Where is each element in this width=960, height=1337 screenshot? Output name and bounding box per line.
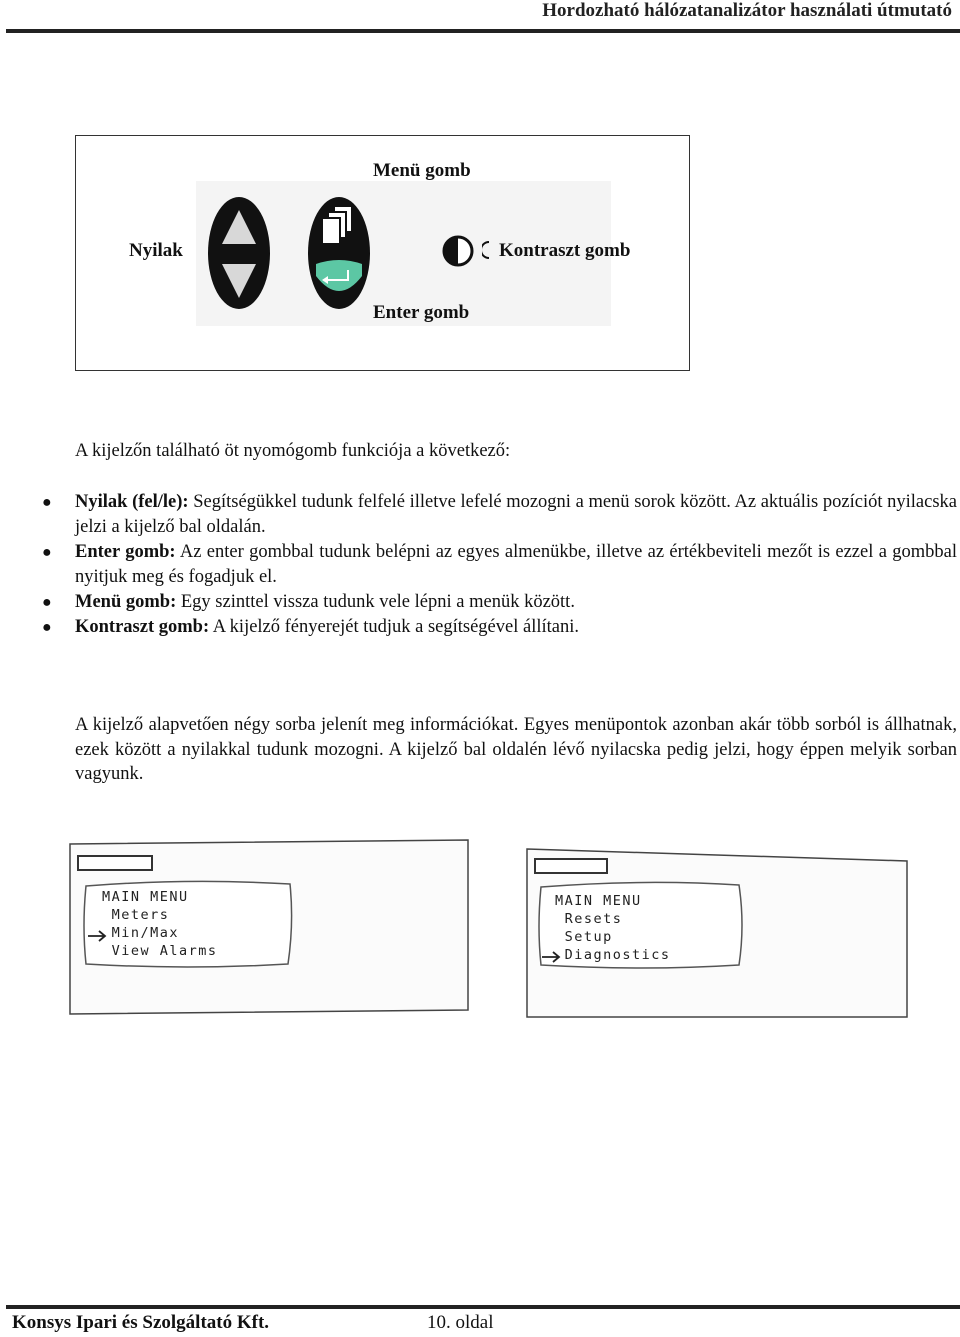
list-item bbox=[42, 615, 957, 640]
header-rule bbox=[6, 29, 960, 33]
list-item-term: Kontraszt gomb: bbox=[75, 617, 210, 637]
lcd-screen-2 bbox=[525, 845, 911, 1021]
list-item-term: Nyilak (fel/le): bbox=[75, 492, 189, 512]
page-header-title: Hordozható hálózatanalizátor használati útmutató bbox=[542, 0, 952, 21]
list-item-term: Menü gomb: bbox=[75, 592, 177, 612]
intro-text: A kijelzőn található öt nyomógomb funkciója a következő: bbox=[75, 441, 511, 461]
buttons-figure bbox=[75, 135, 690, 371]
display-description-paragraph: A kijelző alapvetően négy sorba jelenít meg információkat. Egyes menüpontok azonban akár több sorból is állhatnak, ezek között a nyilakkal tudunk mozogni. A kijelző bal oldalén lévő nyilacska pedig jelzi, hogy éppen melyik sorban vagyunk. bbox=[75, 715, 957, 784]
lcd-screen-1 bbox=[68, 838, 470, 1018]
bullet-icon: ● bbox=[42, 494, 52, 511]
list-item bbox=[42, 540, 957, 590]
cursor-arrow-icon bbox=[87, 930, 107, 942]
list-item-text: A kijelző fényerejét tudjuk a segítségével állítani. bbox=[209, 617, 579, 637]
lcd-line: MAIN MENU bbox=[102, 889, 189, 905]
menu-button-label: Menü gomb bbox=[373, 160, 471, 181]
arrow-buttons-icon bbox=[206, 194, 272, 312]
footer-page-number: 10. oldal bbox=[427, 1312, 494, 1333]
list-item-term: Enter gomb: bbox=[75, 542, 176, 562]
bullet-icon: ● bbox=[42, 619, 52, 636]
contrast-icon bbox=[441, 234, 475, 268]
menu-enter-button-icon bbox=[306, 194, 372, 312]
list-item-text: Egy szinttel vissza tudunk vele lépni a menük között. bbox=[176, 592, 575, 612]
lcd-line: MAIN MENU bbox=[555, 893, 642, 909]
footer-company: Konsys Ipari és Szolgáltató Kft. bbox=[12, 1312, 270, 1333]
lcd-line: Min/Max bbox=[102, 925, 180, 941]
cursor-arrow-icon bbox=[541, 951, 561, 963]
lcd-line: View Alarms bbox=[102, 943, 218, 959]
lcd-line: Setup bbox=[555, 929, 613, 945]
list-item-text: Segítségükkel tudunk felfelé illetve lefelé mozogni a menü sorok között. Az aktuális pozíciót nyilacska jelzi a kijelző bal oldalán. bbox=[75, 492, 957, 537]
footer-rule bbox=[6, 1305, 960, 1309]
bullet-icon: ● bbox=[42, 594, 52, 611]
contrast-button-label: Kontraszt gomb bbox=[499, 240, 631, 261]
list-item bbox=[42, 490, 957, 540]
contrast-edge-icon bbox=[482, 240, 490, 260]
arrows-label: Nyilak bbox=[129, 240, 183, 261]
button-function-list bbox=[42, 490, 957, 640]
bullet-icon: ● bbox=[42, 544, 52, 561]
lcd-line: Diagnostics bbox=[555, 947, 671, 963]
list-item bbox=[42, 590, 957, 615]
lcd-line: Resets bbox=[555, 911, 623, 927]
enter-button-label: Enter gomb bbox=[373, 302, 470, 323]
lcd-line: Meters bbox=[102, 907, 170, 923]
list-item-text: Az enter gombbal tudunk belépni az egyes almenükbe, illetve az értékbeviteli mezőt is ezzel a gombbal nyitjuk meg és fogadjuk el. bbox=[75, 542, 957, 587]
